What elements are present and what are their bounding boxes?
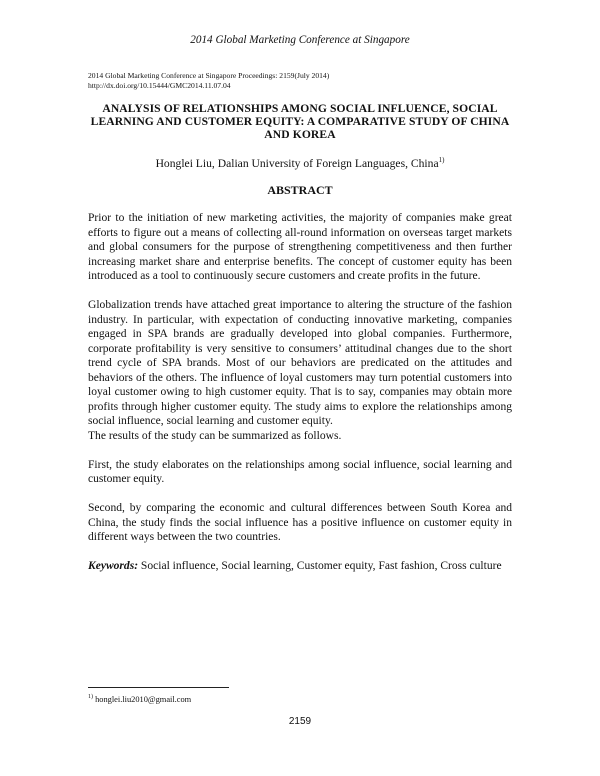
abstract-paragraph-4: First, the study elaborates on the relationships among social influence, social learning and customer equity. [88,458,512,485]
page-number: 2159 [288,716,312,727]
footnote-divider [88,687,229,688]
footnote-mark: 1) [88,694,93,701]
publication-meta [88,71,329,90]
abstract-paragraph-3: The results of the study can be summarized as follows. [88,429,342,442]
author-line [88,157,512,170]
keywords-line [88,559,512,574]
doi-link[interactable]: http://dx.doi.org/10.15444/GMC2014.11.07.04 [88,80,231,90]
author-text: Honglei Liu, Dalian University of Foreign Languages, China [155,157,439,170]
paper-title: ANALYSIS OF RELATIONSHIPS AMONG SOCIAL INFLUENCE, SOCIAL LEARNING AND CUSTOMER EQUITY: A COMPARATIVE STUDY OF CHINA AND KOREA [90,102,510,142]
running-header: 2014 Global Marketing Conference at Singapore [190,34,410,46]
footnote [88,695,191,704]
proceedings-line: 2014 Global Marketing Conference at Singapore Proceedings: 2159(July 2014) [88,71,330,80]
abstract-paragraph-1: Prior to the initiation of new marketing activities, the majority of companies make great efforts to figure out a means of collecting all-round information on overseas target markets and global consumers for the purpose of strengthening competitiveness and then further increasing market share and enterprise benefits. The concept of customer equity has been introduced as a tool to continuously secure customers and create profits in the future. [88,212,512,282]
abstract-paragraph-2: Globalization trends have attached great importance to altering the structure of the fashion industry. In particular, with expectation of conducting innovative marketing, companies engaged in SPA brands are gradually developed into global companies. Furthermore, corporate profitability is very sensitive to consumers’ attitudinal changes due to the short trend cycle of SPA brands. Most of our behaviors are predicated on the attitudes and behaviors of the others. The influence of loyal customers may turn potential customers into loyal customer owing to high customer equity. That is to say, companies may obtain more profits through higher customer equity. The study aims to explore the relationships among social influence, social learning and customer equity. [88,299,512,427]
footnote-email[interactable]: honglei.liu2010@gmail.com [93,695,192,704]
abstract-paragraph-5: Second, by comparing the economic and cultural differences between South Korea and China, the study finds the social influence has a positive influence on customer equity in different ways between the two countries. [88,502,512,543]
abstract-body [88,211,512,574]
author-footnote-mark: 1) [438,156,445,165]
abstract-heading: ABSTRACT [267,183,333,197]
keywords-label: Keywords: [88,560,139,572]
keywords-text: Social influence, Social learning, Customer equity, Fast fashion, Cross culture [138,560,502,572]
